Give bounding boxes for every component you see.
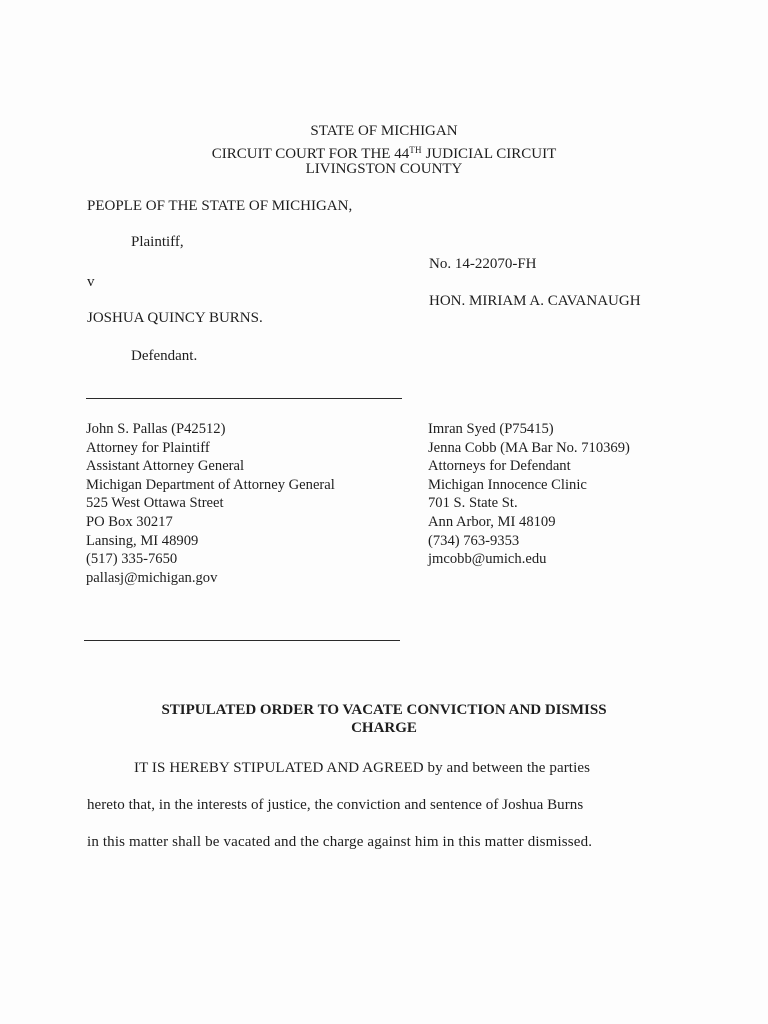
defendant-attorney-block: [428, 420, 630, 569]
attorney-line: Lansing, MI 48909: [86, 532, 199, 549]
attorney-line: Ann Arbor, MI 48109: [428, 513, 556, 530]
case-number: No. 14-22070-FH: [429, 256, 537, 272]
attorney-divider: [84, 640, 400, 641]
plaintiff-attorney-block: [86, 420, 335, 587]
defendant-party: JOSHUA QUINCY BURNS.: [87, 310, 263, 326]
order-body-line: in this matter shall be vacated and the charge against him in this matter dismissed.: [87, 834, 593, 850]
attorney-line: Attorneys for Defendant: [428, 458, 571, 475]
order-body-line: IT IS HEREBY STIPULATED AND AGREED by and between the parties: [134, 760, 591, 776]
court-state: STATE OF MICHIGAN: [310, 123, 458, 139]
attorney-line: Michigan Innocence Clinic: [428, 476, 587, 493]
attorney-line: (734) 763-9353: [428, 532, 520, 549]
attorney-line: 701 S. State St.: [428, 495, 518, 512]
judge-name: HON. MIRIAM A. CAVANAUGH: [429, 293, 641, 309]
versus-label: v: [87, 274, 95, 290]
attorney-email: jmcobb@umich.edu: [428, 551, 547, 568]
caption-divider: [86, 398, 402, 399]
attorney-line: John S. Pallas (P42512): [86, 421, 226, 437]
attorney-line: Assistant Attorney General: [86, 458, 245, 475]
order-title-line-1: STIPULATED ORDER TO VACATE CONVICTION AND DISMISS: [161, 702, 607, 718]
attorney-line: PO Box 30217: [86, 513, 173, 530]
attorney-line: 525 West Ottawa Street: [86, 495, 224, 512]
attorney-email: pallasj@michigan.gov: [86, 569, 218, 586]
attorney-line: Michigan Department of Attorney General: [86, 476, 335, 493]
order-body-line: hereto that, in the interests of justice, the conviction and sentence of Joshua Burns: [87, 797, 584, 813]
court-name: CIRCUIT COURT FOR THE 44TH JUDICIAL CIRCUIT: [211, 145, 557, 162]
plaintiff-party: PEOPLE OF THE STATE OF MICHIGAN,: [87, 198, 353, 214]
order-title-line-2: CHARGE: [351, 720, 417, 736]
attorney-line: Imran Syed (P75415): [428, 421, 554, 437]
attorney-line: Jenna Cobb (MA Bar No. 710369): [428, 439, 630, 456]
attorney-line: Attorney for Plaintiff: [86, 439, 210, 456]
court-county: LIVINGSTON COUNTY: [305, 161, 463, 177]
plaintiff-role: Plaintiff,: [131, 234, 184, 250]
attorney-line: (517) 335-7650: [86, 551, 178, 568]
defendant-role: Defendant.: [131, 348, 198, 364]
